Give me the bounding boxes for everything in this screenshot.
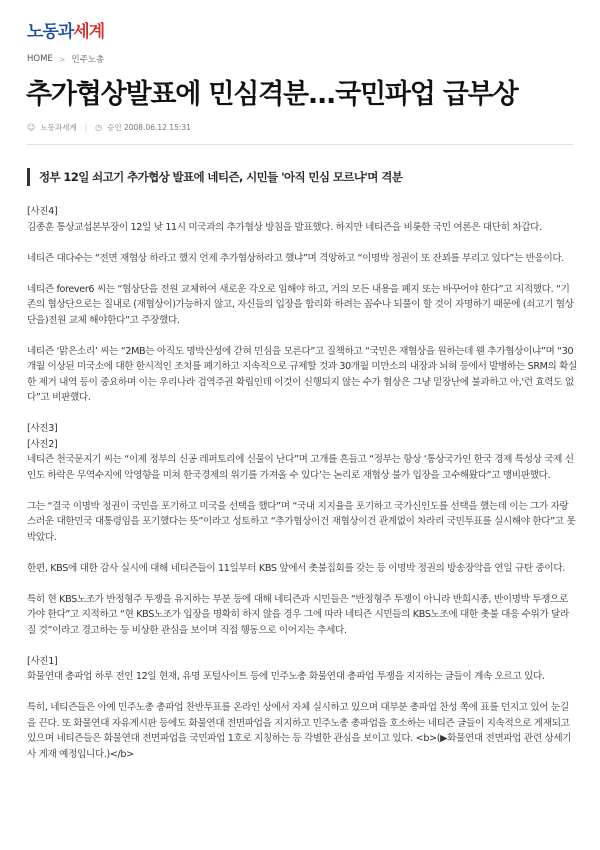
breadcrumb-separator: > <box>58 54 66 64</box>
breadcrumb <box>27 53 104 65</box>
logo-accent-text: 세계 <box>73 22 105 42</box>
photo-caption-tag: [사진4] <box>27 206 58 217</box>
article-subtitle: 정부 12일 쇠고기 추가협상 발표에 네티즌, 시민들 '아직 민심 모르냐'며 격분 <box>27 168 579 186</box>
article-paragraph: 네티즌 천국문지기 씨는 “이제 정부의 신공 레퍼토리에 신물이 난다”며 고개를 흔들고 “정부는 항상 ‘통상국가인 한국 경제 특성상 국제 신인도 하락은 무역수지에 악영향을 미쳐 한국경제의 위기를 가져올 수 있다’는 논리로 재협상 불가 입장을 고수해왔다”고 맹비판했다. <box>27 454 574 481</box>
paragraph-gap <box>27 266 577 282</box>
paragraph-gap <box>27 235 577 251</box>
article-paragraph: 한편, KBS에 대한 감사 실시에 대해 네티즌들이 11일부터 KBS 앞에서 촛불집회를 갖는 등 이명박 정권의 방송장악을 연일 규탄 중이다. <box>27 562 565 574</box>
article-body <box>27 204 577 762</box>
article-meta <box>27 122 191 133</box>
article-title: 추가협상발표에 민심격분...국민파업 급부상 <box>26 79 518 110</box>
clock-icon: ◷ <box>95 123 103 132</box>
paragraph-gap <box>27 545 577 561</box>
logo-main-text: 노동과 <box>27 22 74 42</box>
article-paragraph: 화물연대 총파업 하루 전인 12일 현재, 유명 포털사이트 등에 민주노총 화물연대 총파업 투쟁을 지지하는 글들이 계속 오르고 있다. <box>27 671 545 682</box>
breadcrumb-home[interactable]: HOME <box>27 54 53 64</box>
meta-divider: | <box>84 123 88 132</box>
article-paragraph: 네티즌 대다수는 “전면 재협상 하라고 했지 언제 추가협상하라고 했냐”며 격앙하고 “이명박 정권이 또 잔꾀를 부리고 있다”는 반응이다. <box>27 252 565 264</box>
article-paragraph: 네티즌 ‘맑은소리’ 씨는 “2MB는 아직도 명박산성에 갇혀 민심을 모른다”고 질책하고 “국민은 재협상을 원하는데 웬 추가협상이냐”며 “30개월 이상된 미국소에 대한 한시적인 조치를 폐기하고 지속적으로 규제할 것과 30개월 미만소의 내장과 뇌혀 등에서 발병하는 SRM의 확실한 제거 내역 등이 중요하며 이는 우리나라 검역주권 확립인데 이것이 신행되지 않는 수가 협상은 그냥 밑장난에 불과하고 아,'런 효력도 없다”고 비판했다. <box>27 345 578 403</box>
person-icon: ☺ <box>27 123 36 132</box>
article-paragraph: 특히, 네티즌들은 아예 민주노총 총파업 찬반투표를 온라인 상에서 자체 실시하고 있으며 대부분 총파업 찬성 쪽에 표를 던지고 있어 눈길을 끈다. 또 화물연대 자유게시판 등에도 화물연대 전면파업을 지지하고 민주노총 총파업을 호소하는 네티즌 글들이 지속적으로 게재되고 있으며 네티즌들은 화물연대 전면파업을 국민파업 1호로 지칭하는 등 각별한 관심을 보이고 있다. <b>(▶화물연대 전면파업 관련 상세기사 게재 예정입니다.)</b> <box>27 702 572 760</box>
article-paragraph: 특히 현 KBS노조가 반정형주 투쟁을 유지하는 부분 등에 대해 네티즌과 시민들은 “반정형주 투쟁이 아니라 반희시종, 반이명박 투쟁으로 가야 한다”고 지적하고 “현 KBS노조가 입장을 명확히 하지 않을 경우 그에 따라 네티즌 시민들의 KBS노조에 대한 촛불 대응 수위가 달라질 것”이라고 경고하는 등 비상한 관심을 보이며 직접 행동으로 이어지는 추세다. <box>27 593 569 636</box>
article-approved-time: 승인 2008.06.12 15:31 <box>107 123 191 132</box>
paragraph-gap <box>27 638 577 654</box>
paragraph-gap <box>27 483 577 499</box>
article-paragraph: 그는 “결국 이명박 정권이 국민을 포기하고 미국을 선택을 했다”며 “국내 지지율을 포기하고 국가신인도를 선택을 했는데 이는 그가 자랑스러운 대한민국 대통령임을 포기했다는 뜻”이라고 성토하고 “추가협상이건 재협상이건 관계없이 차라리 국민투표를 실시해야 한다”고 못 박았다. <box>27 500 576 543</box>
paragraph-gap <box>27 576 577 592</box>
header-divider <box>27 144 573 145</box>
photo-caption-tag: [사진1] <box>27 655 58 667</box>
paragraph-gap <box>27 406 577 422</box>
article-paragraph: 네티즌 forever6 씨는 “협상단을 전원 교체하여 새로운 각오로 임해야 하고, 거의 모든 내용을 폐지 또는 바꾸어야 한다”고 지적했다. “기존의 협상단으로는 질내로 (재협상이)가능하지 않고, 자신들의 입장을 합리화 하려는 꼼수나 되풀이 할 것이 자명하기 때문에 (쇠고기 협상단을)전원 교체 해야한다”고 주장했다. <box>27 283 574 326</box>
site-logo[interactable] <box>27 22 104 42</box>
article-author: 노동과세계 <box>40 123 77 132</box>
paragraph-gap <box>27 328 577 344</box>
photo-caption-tag: [사진2] <box>27 438 58 450</box>
breadcrumb-section[interactable]: 민주노총 <box>71 55 105 65</box>
photo-caption-tag: [사진3] <box>27 423 58 434</box>
paragraph-gap <box>27 685 577 701</box>
article-paragraph: 김종훈 통상교섭본부장이 12일 낮 11시 미국과의 추가협상 방침을 발표했다. 하지만 네티즌을 비롯한 국민 여론은 대단히 차갑다. <box>27 221 542 233</box>
